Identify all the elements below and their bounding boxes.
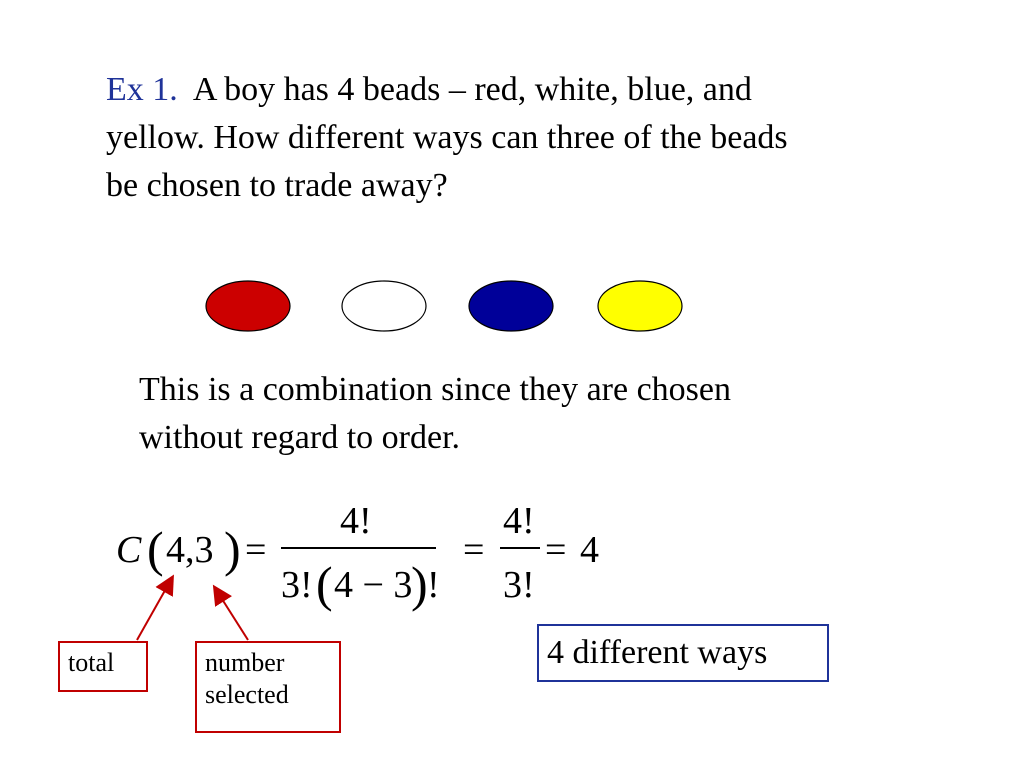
total-label [58, 641, 148, 692]
formula-open-paren: ( [147, 521, 164, 577]
fraction-2-numerator: 4! [503, 500, 535, 542]
problem-text-1: A boy has 4 beads – red, white, blue, and [192, 71, 752, 108]
fraction-1-numerator: 4! [340, 500, 372, 542]
formula-result: 4 [580, 529, 599, 571]
fraction-1-open-paren: ( [316, 556, 333, 612]
answer-text: 4 different ways [547, 634, 768, 671]
formula-close-paren: ) [224, 521, 241, 577]
arrow-total [137, 578, 172, 640]
fraction-1-denominator-a: 3! [281, 564, 313, 606]
formula-args: 4,3 [166, 529, 214, 571]
number-selected-line-2: selected [205, 680, 289, 709]
formula-equals-1: = [245, 529, 267, 571]
formula-equals-3: = [545, 529, 567, 571]
arrow-number-selected [215, 588, 248, 640]
answer-box [537, 624, 829, 682]
explanation-line-1: This is a combination since they are chosen [139, 371, 731, 408]
fraction-1-denominator-c: ! [427, 564, 440, 606]
explanation-line-2: without regard to order. [139, 419, 461, 456]
problem-line-2: yellow. How different ways can three of the beads [106, 119, 788, 156]
example-label: Ex 1. [106, 71, 178, 108]
number-selected-label [195, 641, 341, 733]
formula-equals-2: = [463, 529, 485, 571]
fraction-1-close-paren: ) [411, 556, 428, 612]
number-selected-line-1: number [205, 648, 285, 677]
problem-line-3: be chosen to trade away? [106, 167, 448, 204]
fraction-1-denominator-b: 4 − 3 [334, 564, 413, 606]
fraction-2-denominator: 3! [503, 564, 535, 606]
total-label-text: total [68, 648, 115, 677]
formula-function: C [116, 529, 142, 571]
